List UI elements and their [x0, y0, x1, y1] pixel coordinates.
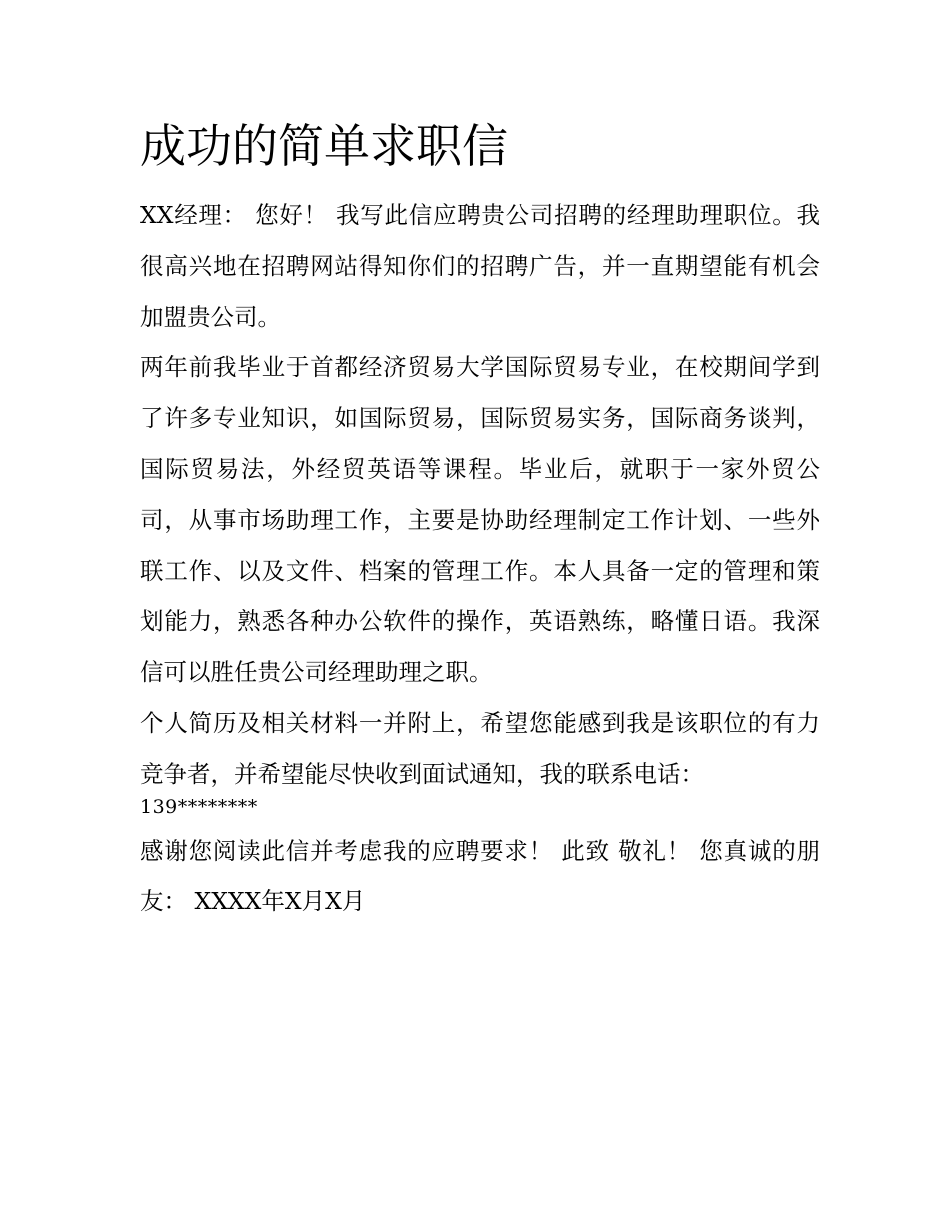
paragraph-background: 两年前我毕业于首都经济贸易大学国际贸易专业，在校期间学到了许多专业知识，如国际贸易，国际贸易实务，国际商务谈判，国际贸易法，外经贸英语等课程。毕业后，就职于一家外贸公司，从事市场助理工作，主要是协助经理制定工作计划、一些外联工作、以及文件、档案的管理工作。本人具备一定的管理和策划能力，熟悉各种办公软件的操作，英语熟练，略懂日语。我深信可以胜任贵公司经理助理之职。 [140, 353, 820, 687]
phone-number: 139******** [140, 795, 258, 818]
paragraph-contact: 个人简历及相关材料一并附上，希望您能感到我是该职位的有力竞争者，并希望能尽快收到面试通知，我的联系电话： [140, 708, 820, 788]
document-title: 成功的简单求职信 [140, 119, 508, 173]
paragraph-closing: 感谢您阅读此信并考虑我的应聘要求！ 此致 敬礼！ 您真诚的朋友： XXXX年X月X月 [140, 836, 820, 916]
paragraph-greeting: XX经理： 您好！ 我写此信应聘贵公司招聘的经理助理职位。我很高兴地在招聘网站得知你们的招聘广告，并一直期望能有机会加盟贵公司。 [140, 201, 820, 331]
document-page [140, 112, 820, 927]
